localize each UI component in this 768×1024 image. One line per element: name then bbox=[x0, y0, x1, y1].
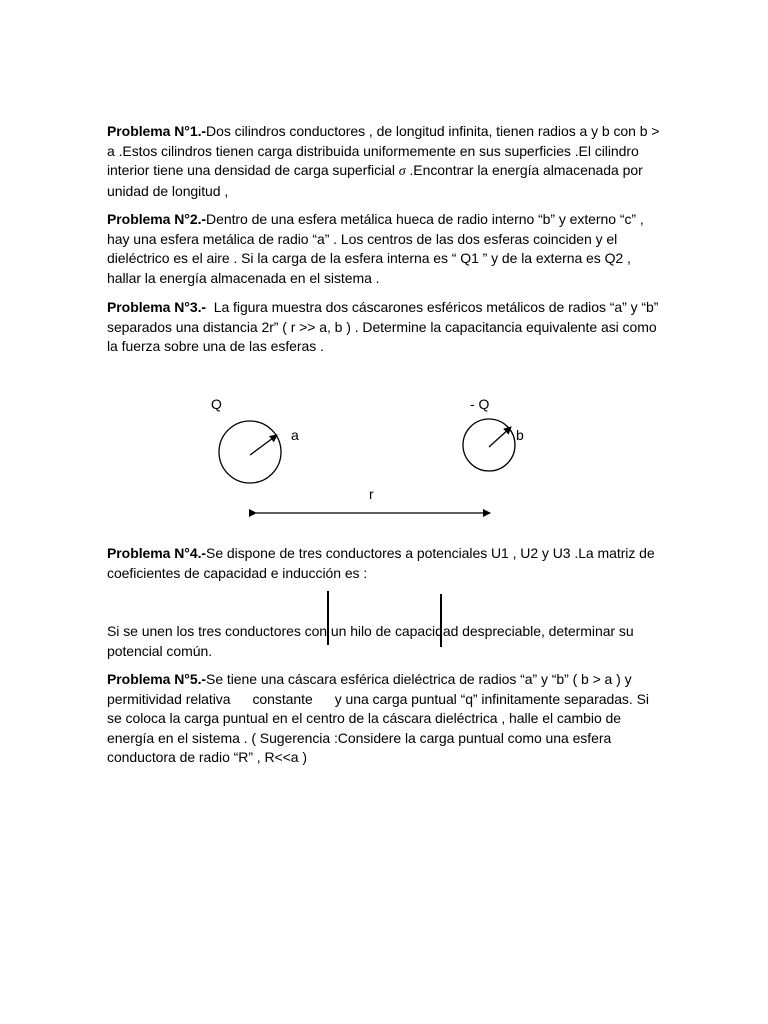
problem-4-continuation bbox=[107, 622, 667, 661]
problem-5-text-end: y una carga puntual “q” infinitamente separadas. Si se coloca la carga puntual en el centro de la cáscara dieléctrica , halle el cambio de energía en el sistema . ( Sugerencia :Considere la carga puntual como una esfera conductora de radio “R” , R<<a ) bbox=[107, 690, 649, 765]
radius-arrow-right bbox=[489, 427, 511, 447]
sigma-symbol: σ bbox=[398, 164, 406, 179]
problem-3-text: La figura muestra dos cáscarones esféricos metálicos de radios “a” y “b” separados una distancia 2r” ( r >> a, b ) . Determine la capacitancia equivalente asi como la fuerza sobre una de las esferas . bbox=[107, 299, 663, 354]
problem-4-text: Se dispone de tres conductores a potenciales U1 , U2 y U3 .La matriz de coeficientes de capacidad e inducción es : bbox=[107, 545, 655, 581]
problem-2-text: Dentro de una esfera metálica hueca de radio interno “b” y externo “c” , hay una esfera metálica de radio “a” . Los centros de las dos esferas coinciden y el dieléctrico es el aire . Si la carga de la esfera interna es “ Q1 ” y de la externa es Q2 , hallar la energía almacenada en el sistema . bbox=[107, 211, 644, 286]
problem-5 bbox=[107, 670, 667, 768]
problem-5-heading: Problema N°5.- bbox=[107, 671, 207, 687]
charge-right-label: - Q bbox=[470, 396, 490, 412]
problem-4-heading: Problema N°4.- bbox=[107, 545, 207, 561]
problem-5-constant: constante bbox=[252, 690, 313, 707]
problem-4-text-end: Si se unen los tres conductores con un hilo de capacidad despreciable, determinar su potencial común. bbox=[107, 623, 634, 659]
problem-1-text-end: .Encontrar la energía almacenada por unidad de longitud , bbox=[107, 162, 643, 199]
problem-4 bbox=[107, 544, 667, 583]
radius-a-label: a bbox=[291, 427, 299, 443]
sphere-right bbox=[463, 419, 515, 471]
problem-5-text: Se tiene una cáscara esférica dieléctrica de radios “a” y “b” ( b > a ) y permitividad relativa bbox=[107, 671, 632, 707]
problem-1-text: Dos cilindros conductores , de longitud infinita, tienen radios a y b con b > a .Estos cilindros tienen carga distribuida uniformemente en sus superficies .El cilindro interior tiene una densidad de carga superficial bbox=[107, 123, 660, 178]
radius-arrow-left bbox=[250, 435, 277, 455]
distance-label: r bbox=[369, 486, 374, 502]
problem-2-heading: Problema N°2.- bbox=[107, 211, 207, 227]
problem-3-heading: Problema N°3.- bbox=[107, 299, 207, 315]
radius-b-label: b bbox=[516, 427, 524, 443]
problem-1-heading: Problema N°1.- bbox=[107, 123, 207, 139]
sphere-left bbox=[219, 421, 281, 483]
charge-left-label: Q bbox=[211, 396, 222, 412]
